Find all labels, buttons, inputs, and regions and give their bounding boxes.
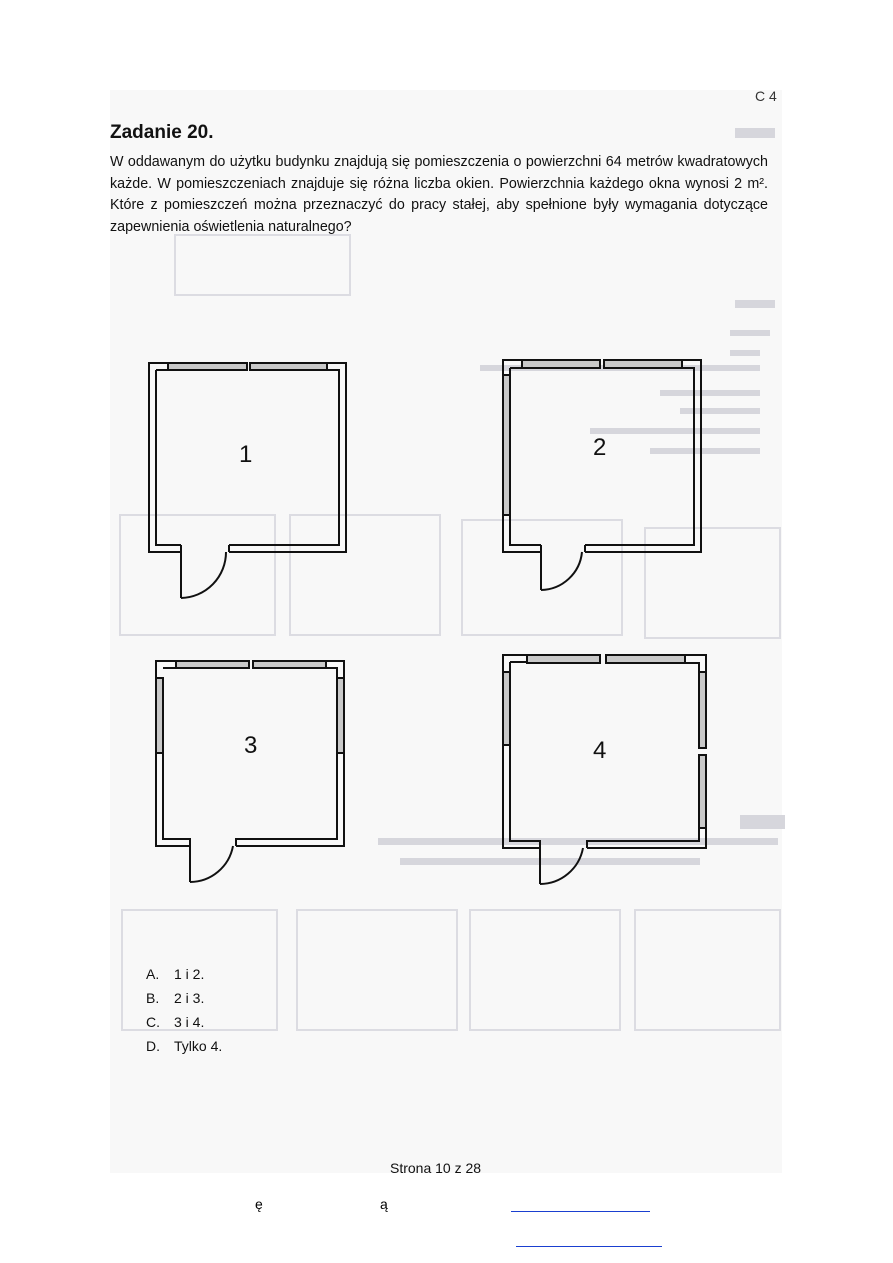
room-2-label: 2: [593, 434, 607, 461]
answer-option-c: C. 3 i 4.: [146, 1014, 205, 1030]
footer-char-2: ą: [380, 1196, 388, 1212]
room-2-plan: [503, 360, 701, 590]
corner-mark: C 4: [755, 88, 777, 104]
room-3-plan: [156, 661, 344, 882]
answer-options: [146, 962, 222, 1058]
answer-option-a: A. 1 i 2.: [146, 966, 205, 982]
task-question: W oddawanym do użytku budynku znajdują się pomieszczenia o powierzchni 64 metrów kwadratowych każde. W pomieszczeniach znajduje się różna liczba okien. Powierzchnia każdego okna wynosi 2 m². Które z pomieszczeń można przeznaczyć do pracy stałej, aby spełnione były wymagania dotyczące zapewnienia oświetlenia naturalnego?: [110, 154, 768, 235]
footer-link-2[interactable]: [516, 1246, 662, 1247]
answer-option-b: B. 2 i 3.: [146, 990, 205, 1006]
footer-link-1[interactable]: [511, 1211, 650, 1212]
answer-option-d: D. Tylko 4.: [146, 1038, 223, 1054]
footer-char-1: ę: [255, 1196, 263, 1212]
task-title: Zadanie 20.: [110, 122, 214, 143]
room-4-label: 4: [593, 737, 607, 764]
room-3-label: 3: [244, 732, 258, 759]
room-1-label: 1: [239, 441, 253, 468]
room-4-plan: [503, 655, 706, 884]
room-1-plan: [149, 363, 346, 598]
page-number: Strona 10 z 28: [390, 1160, 482, 1176]
